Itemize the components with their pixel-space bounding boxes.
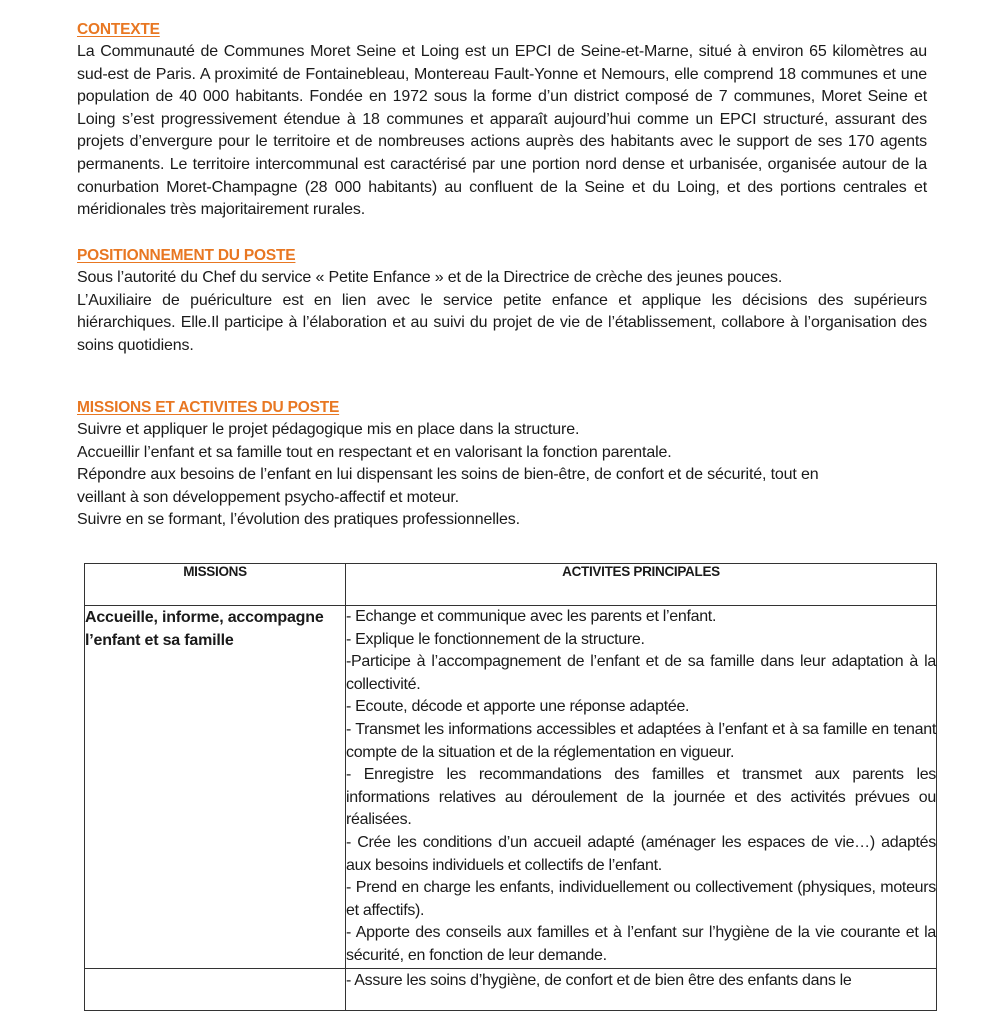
section-missions — [77, 397, 927, 532]
section-positionnement — [77, 245, 927, 357]
activity-item: - Explique le fonctionnement de la structure. — [346, 630, 645, 648]
table-header-row — [85, 564, 937, 606]
table-row — [85, 606, 937, 969]
missions-table — [84, 563, 937, 1011]
missions-heading: MISSIONS ET ACTIVITES DU POSTE — [77, 399, 340, 416]
missions-line: veillant à son développement psycho-affectif et moteur. — [77, 488, 459, 506]
mission-cell: Accueille, informe, accompagne l’enfant et sa famille — [85, 606, 346, 969]
activity-item: - Crée les conditions d’un accueil adapté (aménager les espaces de vie…) adaptés aux besoins individuels et collectifs de l’enfant. — [346, 833, 936, 874]
contexte-paragraph: La Communauté de Communes Moret Seine et Loing est un EPCI de Seine-et-Marne, situé à environ 65 kilomètres au sud-est de Paris. A proximité de Fontainebleau, Montereau Fault-Yonne et Nemours, elle comprend 18 communes et une population de 40 000 habitants. Fondée en 1972 sous la forme d’un district composé de 7 communes, Moret Seine et Loing s’est progressivement étendue à 18 communes et apparaît aujourd’hui comme un EPCI structuré, assurant des projets d’envergure pour le territoire et de nombreuses actions auprès des habitants avec le support de ses 170 agents permanents. Le territoire intercommunal est caractérisé par une portion nord dense et urbanisée, organisée autour de la conurbation Moret-Champagne (28 000 habitants) au confluent de la Seine et du Loing, et des portions centrales et méridionales très majoritairement rurales. — [77, 43, 927, 219]
mission-cell — [85, 968, 346, 1010]
activities-cell — [346, 606, 937, 969]
missions-line: Suivre en se formant, l’évolution des pratiques professionnelles. — [77, 511, 520, 529]
positionnement-heading: POSITIONNEMENT DU POSTE — [77, 247, 296, 264]
header-activites: ACTIVITES PRINCIPALES — [346, 564, 937, 606]
activity-item: - Apporte des conseils aux familles et à l’enfant sur l’hygiène de la vie courante et la sécurité, en fonction de leur demande. — [346, 924, 936, 964]
header-missions: MISSIONS — [85, 564, 346, 606]
activity-item: - Prend en charge les enfants, individuellement ou collectivement (physiques, moteurs et affectifs). — [346, 879, 936, 919]
activity-item: - Echange et communique avec les parents et l’enfant. — [346, 608, 717, 625]
activity-item: -Participe à l’accompagnement de l’enfant et de sa famille dans leur adaptation à la collectivité. — [346, 653, 936, 693]
positionnement-paragraph: L’Auxiliaire de puériculture est en lien avec le service petite enfance et applique les décisions des supérieurs hiérarchiques. Elle.Il participe à l’élaboration et au suivi du projet de vie de l’établissement, collabore à l’organisation des soins quotidiens. — [77, 291, 927, 354]
missions-line: Répondre aux besoins de l’enfant en lui dispensant les soins de bien-être, de confort et de sécurité, tout en — [77, 466, 819, 484]
activity-item: - Assure les soins d’hygiène, de confort et de bien être des enfants dans le — [346, 971, 852, 989]
activity-item: - Ecoute, décode et apporte une réponse adaptée. — [346, 698, 690, 716]
positionnement-line: Sous l’autorité du Chef du service « Petite Enfance » et de la Directrice de crèche des jeunes pouces. — [77, 269, 783, 286]
section-contexte — [77, 19, 927, 222]
contexte-heading: CONTEXTE — [77, 21, 160, 38]
missions-line: Accueillir l’enfant et sa famille tout en respectant et en valorisant la fonction parentale. — [77, 443, 672, 461]
missions-line: Suivre et appliquer le projet pédagogique mis en place dans la structure. — [77, 421, 580, 438]
activities-cell — [346, 968, 937, 1010]
activity-item: - Enregistre les recommandations des familles et transmet aux parents les informations relatives au déroulement de la journée et des activités prévues ou réalisées. — [346, 766, 936, 829]
table-row — [85, 968, 937, 1010]
activity-item: - Transmet les informations accessibles et adaptées à l’enfant et à sa famille en tenant compte de la situation et de la réglementation en vigueur. — [346, 720, 936, 761]
